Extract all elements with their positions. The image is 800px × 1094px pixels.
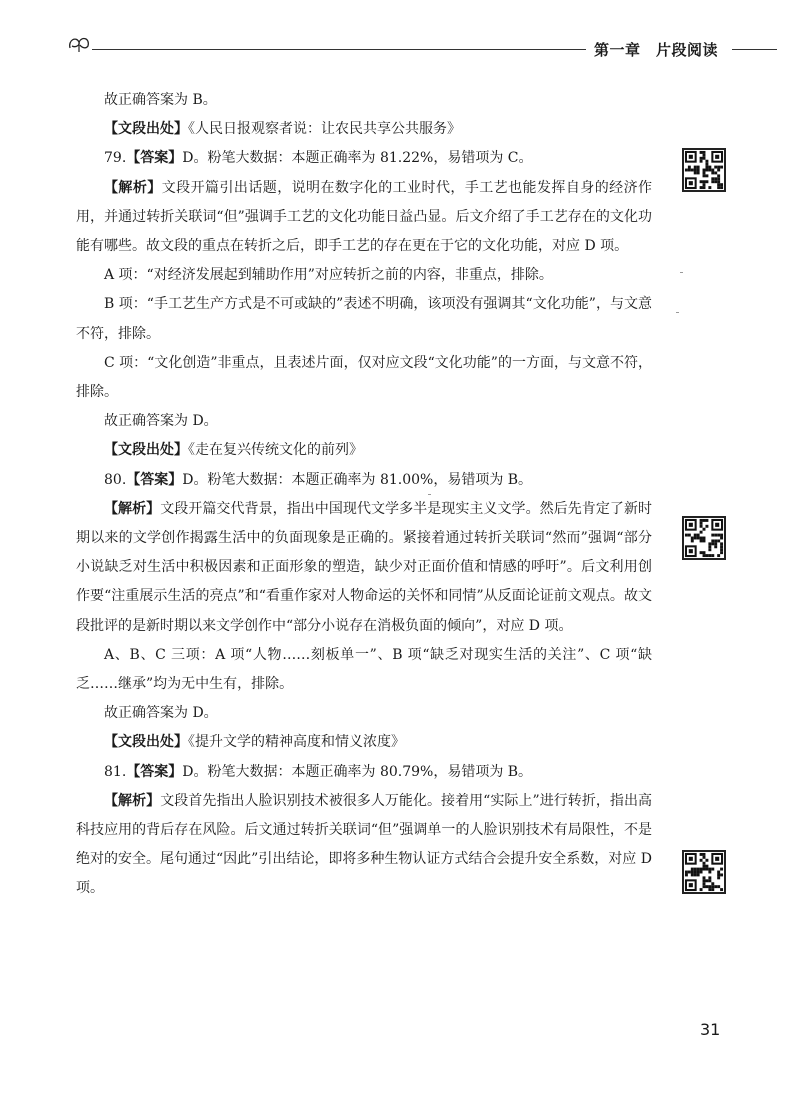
header-rule-left: [92, 49, 586, 50]
analysis-81: 【解析】文段首先指出人脸识别技术被很多人万能化。接着用“实际上”进行转折，指出高科技应用的背后存在风险。后文通过转折关联词“但”强调单一的人脸识别技术有局限性，不是绝对的安全。尾句通过“因此”引出结论，即将多种生物认证方式结合会提升安全系数，对应 D 项。: [76, 792, 653, 897]
page-header: [0, 30, 800, 70]
header-rule-right: [732, 49, 777, 50]
analysis-80: 【解析】文段开篇交代背景，指出中国现代文学多半是现实主义文学。然后先肯定了新时期以来的文学创作揭露生活中的负面现象是正确的。紧接着通过转折关联词“然而”强调“部分小说缺乏对生活中积极因素和正面形象的塑造，缺少对正面价值和情感的呼吁”。后文利用创作要“注重展示生活的亮点”和“看重作家对人物命运的关怀和同情”从反面论证前文观点。故文段批评的是新时期以来文学创作中“部分小说存在消极负面的倾向”，对应 D 项。: [76, 500, 653, 634]
conclusion-79: 故正确答案为 D。: [104, 413, 218, 430]
chapter-title: 第一章 片段阅读: [594, 41, 719, 59]
analysis-tag: 【解析】: [104, 179, 162, 196]
analysis-79: 【解析】文段开篇引出话题，说明在数字化的工业时代，手工艺也能发挥自身的经济作用，并通过转折关联词“但”强调手工艺的文化功能日益凸显。后文介绍了手工艺存在的文化功能有哪些。故文段的重点在转折之后，即手工艺的存在更在于它的文化功能，对应 D 项。: [76, 179, 653, 255]
qr-code-icon: [682, 148, 726, 192]
source-line: 【文段出处】《人民日报观察者说：让农民共享公共服务》: [104, 121, 461, 138]
options-abc-80: A、B、C 三项：A 项“人物……刻板单一”、B 项“缺乏对现实生活的关注”、C 项“缺乏……继承”均为无中生有，排除。: [76, 646, 652, 693]
scan-speck: [428, 494, 431, 495]
source-line-79: 【文段出处】《走在复兴传统文化的前列》: [104, 442, 363, 459]
qr-code-icon: [682, 516, 726, 560]
qr-pattern: [684, 150, 724, 190]
qr-pattern: [684, 852, 724, 892]
conclusion: 故正确答案为 B。: [104, 92, 217, 108]
analysis-tag: 【解析】: [104, 500, 161, 517]
answer-line-79: 79.【答案】D。粉笔大数据：本题正确率为 81.22%，易错项为 C。: [104, 150, 533, 167]
option-c-79: C 项：“文化创造”非重点，且表述片面，仅对应文段“文化功能”的一方面，与文意不符，排除。: [76, 354, 652, 401]
source-tag: 【文段出处】: [104, 121, 188, 138]
answer-tag: 【答案】: [126, 471, 183, 488]
scan-speck: [680, 272, 683, 273]
source-tag: 【文段出处】: [104, 442, 188, 459]
qr-code-icon: [682, 850, 726, 894]
option-a-79: A 项：“对经济发展起到辅助作用”对应转折之前的内容，非重点，排除。: [104, 267, 553, 284]
source-tag: 【文段出处】: [104, 734, 188, 751]
option-b-79: B 项：“手工艺生产方式是不可或缺的”表述不明确，该项没有强调其“文化功能”，与文意不符，排除。: [76, 296, 652, 342]
page-body: [76, 86, 652, 904]
conclusion-80: 故正确答案为 D。: [104, 705, 218, 722]
analysis-tag: 【解析】: [104, 792, 161, 809]
answer-tag: 【答案】: [126, 763, 183, 780]
qr-pattern: [684, 518, 724, 558]
leaf-icon: [66, 32, 92, 56]
page-number: 31: [700, 1020, 721, 1039]
answer-line-81: 81.【答案】D。粉笔大数据：本题正确率为 80.79%，易错项为 B。: [104, 763, 533, 780]
answer-line-80: 80.【答案】D。粉笔大数据：本题正确率为 81.00%，易错项为 B。: [104, 471, 533, 488]
source-line-80: 【文段出处】《提升文学的精神高度和情义浓度》: [104, 734, 405, 751]
scan-speck: [676, 312, 679, 313]
answer-tag: 【答案】: [126, 150, 183, 167]
